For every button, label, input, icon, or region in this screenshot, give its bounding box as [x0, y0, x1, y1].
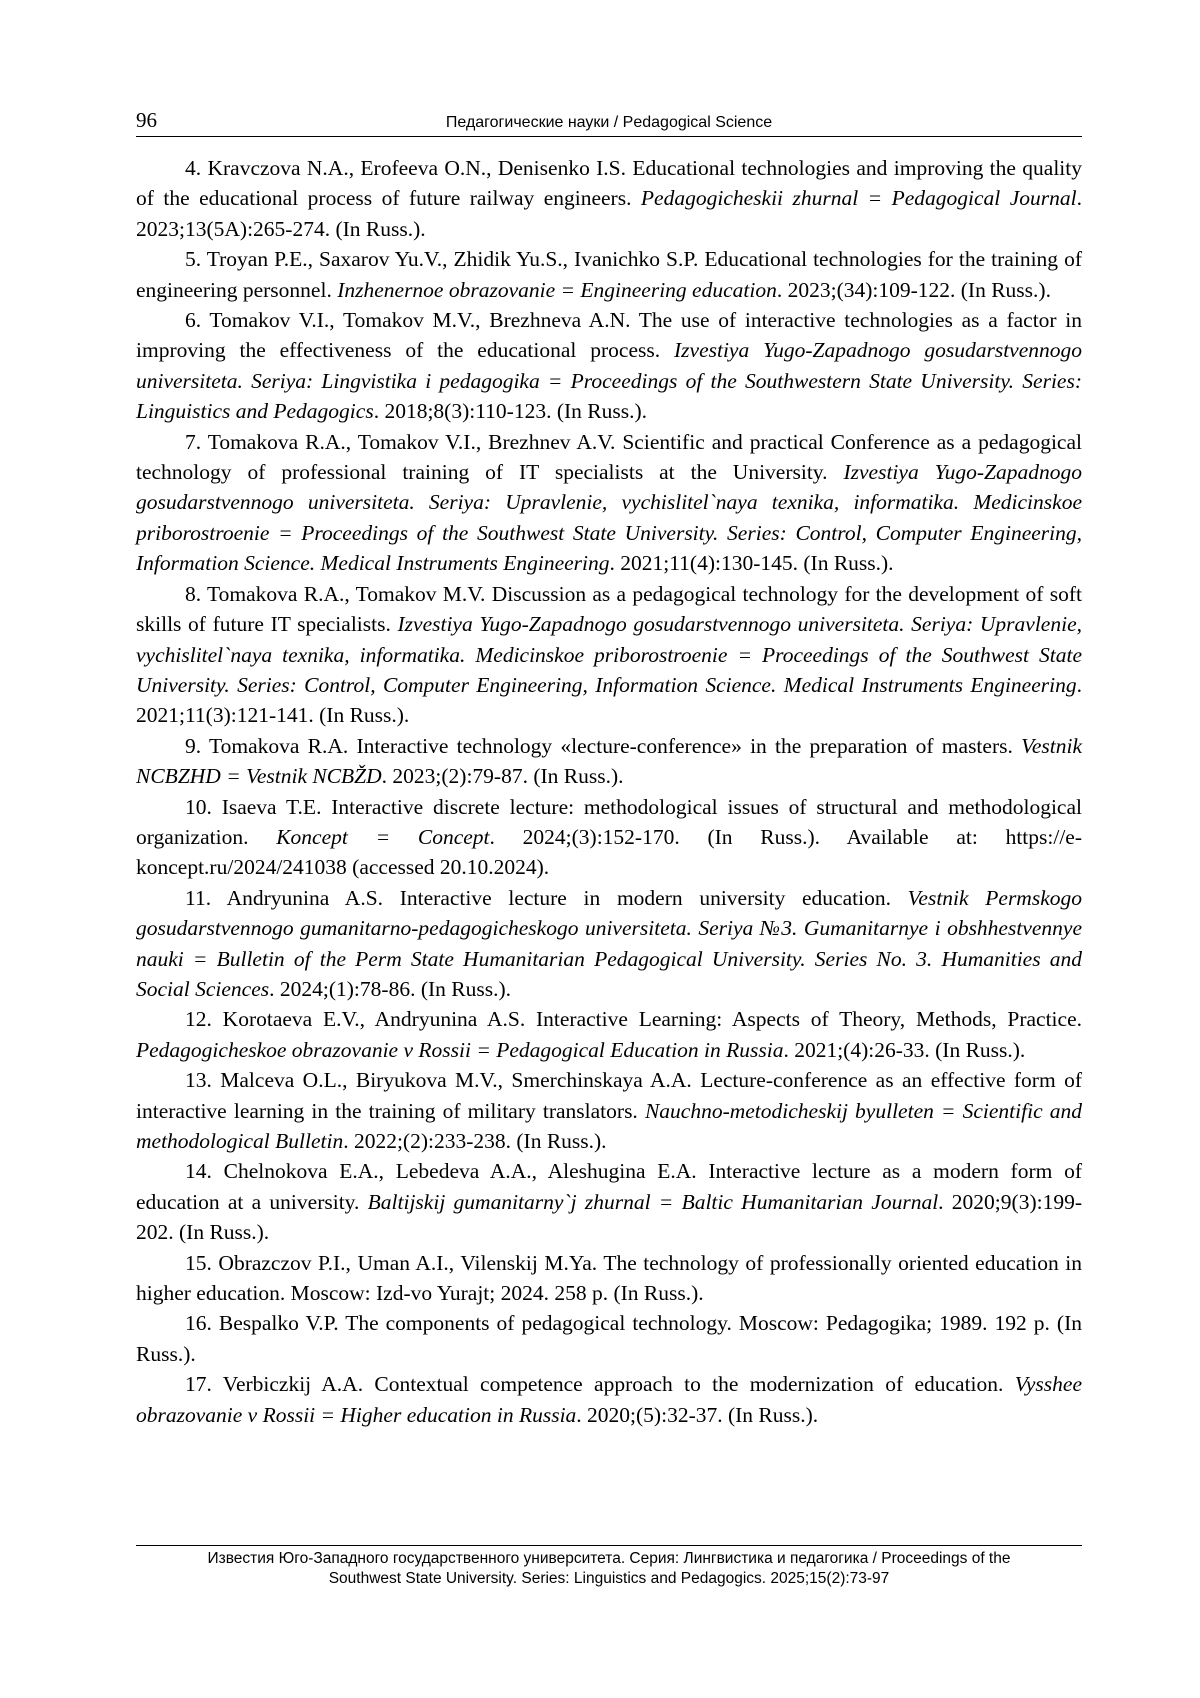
reference-source: Baltijskij gumanitarny`j zhurnal = Baltic Humanitarian Journal — [367, 1189, 939, 1214]
reference-source: Izvestiya Yugo-Zapadnogo gosudarstvennogo universiteta. Seriya: Lingvistika i pedagogika = Proceedings of the Southwestern State University. Series: Linguistics and Pedagogics — [136, 338, 1082, 424]
page-number: 96 — [136, 108, 157, 132]
reference-item-5 — [136, 244, 1082, 305]
reference-tail: . 2020;9(3):199-202. (In Russ.). — [136, 1189, 1082, 1245]
reference-lead: 13. Malceva O.L., Biryukova M.V., Smerchinskaya A.A. Lecture-conference as an effective form of interactive learning in the training of military translators. — [136, 1068, 1082, 1123]
reference-tail: . 2024;(1):78-86. (In Russ.). — [269, 976, 511, 1001]
reference-item-14 — [136, 1156, 1082, 1247]
reference-item-9 — [136, 731, 1082, 792]
reference-lead: 8. Tomakova R.A., Tomakov M.V. Discussion as a pedagogical technology for the development of soft skills of future IT specialists. — [136, 581, 1082, 637]
reference-source: Inzhenernoe obrazovanie = Engineering education — [337, 277, 777, 302]
reference-source: Koncept = Concept — [276, 824, 490, 849]
reference-source: Vestnik NCBZHD = Vestnik NCBŽD — [136, 733, 1082, 789]
reference-lead: 9. Tomakova R.A. Interactive technology «lecture-conference» in the preparation of masters. — [185, 733, 1022, 758]
reference-lead: 11. Andryunina A.S. Interactive lecture in modern university education. — [185, 885, 908, 910]
reference-lead: 6. Tomakov V.I., Tomakov M.V., Brezhneva A.N. The use of interactive technologies as a factor in improving the effectiveness of the educational process. — [136, 308, 1082, 363]
reference-item-4 — [136, 153, 1082, 244]
reference-tail: . 2023;13(5A):265-274. (In Russ.). — [136, 186, 1083, 241]
reference-item-7 — [136, 427, 1082, 579]
footer-line-1: Известия Юго-Западного государственного университета. Серия: Лингвистика и педагогика / Proceedings of the — [207, 1550, 1011, 1567]
reference-item-6 — [136, 305, 1082, 427]
reference-lead: 10. Isaeva T.E. Interactive discrete lecture: methodological issues of structural and methodological organization. — [136, 794, 1082, 849]
running-title: Педагогические науки / Pedagogical Science — [445, 114, 773, 131]
reference-source: Pedagogicheskii zhurnal = Pedagogical Journal — [640, 186, 1077, 211]
reference-tail: . 2021;11(4):130-145. (In Russ.). — [609, 551, 894, 576]
footer-line-2: Southwest State University. Series: Linguistics and Pedagogics. 2025;15(2):73-97 — [328, 1570, 890, 1587]
reference-tail: . 2020;(5):32-37. (In Russ.). — [576, 1402, 819, 1427]
header-divider — [136, 136, 1082, 137]
reference-tail: . 2018;8(3):110-123. (In Russ.). — [373, 399, 647, 424]
reference-tail: . 2023;(2):79-87. (In Russ.). — [381, 764, 624, 789]
reference-item-11 — [136, 883, 1082, 1005]
reference-tail: . 2022;(2):233-238. (In Russ.). — [343, 1129, 607, 1153]
reference-lead: 16. Bespalko V.P. The components of pedagogical technology. Moscow: Pedagogika; 1989. 192 p. (In Russ.). — [136, 1311, 1082, 1366]
reference-lead: 17. Verbiczkij A.A. Contextual competence approach to the modernization of education. — [185, 1372, 1015, 1397]
reference-tail: . 2021;(4):26-33. (In Russ.). — [783, 1037, 1026, 1062]
footer-divider — [136, 1545, 1082, 1546]
reference-lead: 5. Troyan P.E., Saxarov Yu.V., Zhidik Yu.S., Ivanichko S.P. Educational technologies for the training of engineering personnel. — [136, 247, 1082, 302]
journal-footer — [136, 1549, 1082, 1589]
reference-source: Izvestiya Yugo-Zapadnogo gosudarstvennogo universiteta. Seriya: Upravlenie, vychislitel`naya texnika, informatika. Medicinskoe priborostroenie = Proceedings of the Southwest State University. Series: Control, Computer Engineering, Information Science. Medical Instruments Engineering — [136, 612, 1082, 697]
reference-lead: 4. Kravczova N.A., Erofeeva O.N., Denisenko I.S. Educational technologies and improving the quality of the educational process of future railway engineers. — [136, 156, 1082, 211]
reference-source: Pedagogicheskoe obrazovanie v Rossii = Pedagogical Education in Russia — [136, 1037, 784, 1062]
reference-source: Vestnik Permskogo gosudarstvennogo gumanitarno-pedagogicheskogo universiteta. Seriya №3. Gumanitarnye i obshhestvennye nauki = Bulletin of the Perm State Humanitarian Pedagogical University. Series No. 3. Humanities and Social Sciences — [136, 885, 1082, 1001]
reference-item-17 — [136, 1369, 1082, 1430]
reference-lead: 12. Korotaeva E.V., Andryunina A.S. Interactive Learning: Aspects of Theory, Methods, Practice. — [185, 1007, 1082, 1032]
reference-tail: . 2023;(34):109-122. (In Russ.). — [776, 277, 1051, 302]
reference-item-10 — [136, 792, 1082, 883]
reference-tail: . 2024;(3):152-170. (In Russ.). Available at: https://e-koncept.ru/2024/241038 (accessed 20.10.2024). — [136, 824, 1082, 880]
reference-item-8 — [136, 579, 1082, 731]
reference-lead: 7. Tomakova R.A., Tomakov V.I., Brezhnev A.V. Scientific and practical Conference as a pedagogical technology of professional training of IT specialists at the University. — [136, 429, 1082, 485]
reference-tail: . 2021;11(3):121-141. (In Russ.). — [136, 672, 1082, 728]
reference-item-12 — [136, 1004, 1082, 1065]
reference-item-15 — [136, 1248, 1082, 1309]
reference-source: Nauchno-metodicheskij byulleten = Scientific and methodological Bulletin — [136, 1098, 1082, 1153]
reference-list — [136, 153, 1082, 1430]
reference-item-13 — [136, 1065, 1082, 1156]
reference-lead: 15. Obrazczov P.I., Uman A.I., Vilenskij M.Ya. The technology of professionally oriented education in higher education. Moscow: Izd-vo Yurajt; 2024. 258 p. (In Russ.). — [136, 1250, 1082, 1306]
reference-source: Izvestiya Yugo-Zapadnogo gosudarstvennogo universiteta. Seriya: Upravlenie, vychislitel`naya texnika, informatika. Medicinskoe priborostroenie = Proceedings of the Southwest State University. Series: Control, Computer Engineering, Information Science. Medical Instruments Engineering — [136, 460, 1082, 576]
reference-lead: 14. Chelnokova E.A., Lebedeva A.A., Aleshugina E.A. Interactive lecture as a modern form of education at a university. — [136, 1159, 1082, 1214]
reference-item-16 — [136, 1308, 1082, 1369]
reference-source: Vysshee obrazovanie v Rossii = Higher education in Russia — [136, 1372, 1082, 1427]
